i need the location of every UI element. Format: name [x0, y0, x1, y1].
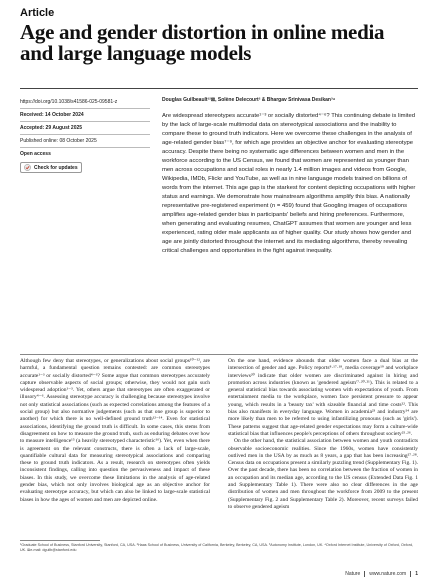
author-list: Douglas Guilbeault¹²⊠, Solène Delecourt² & Bhargav Srinivasa Desikan³⁴ [162, 97, 336, 103]
author-affiliations: ¹Graduate School of Business, Stanford University, Stanford, CA, USA. ²Haas School of Business, University of California, Berkeley, Berkeley, CA, USA. ³Autonomy Institute, London, UK. ⁴Oxford Internet Institute, University of Oxford, Oxford, UK. ⊠e-mail: dguilb@stanford.edu [20, 543, 414, 552]
body-divider [20, 354, 418, 355]
check-for-updates-label: Check for updates [34, 164, 78, 171]
article-type-label: Article [20, 7, 55, 19]
header-divider [20, 88, 418, 89]
crossmark-icon [24, 164, 31, 171]
page-number: 1 [415, 571, 418, 577]
footer-separator [410, 571, 411, 577]
journal-name: Nature [345, 571, 361, 577]
journal-url[interactable]: www.nature.com [369, 571, 407, 577]
page-footer [20, 571, 418, 577]
article-title: Age and gender distortion in online media and large language models [20, 20, 385, 65]
check-for-updates-button[interactable] [20, 162, 82, 173]
article-metadata [20, 96, 150, 173]
doi-link[interactable]: https://doi.org/10.1038/s41586-025-09581-z [20, 96, 150, 109]
received-date: Received: 14 October 2024 [20, 109, 150, 122]
open-access-label: Open access [20, 151, 51, 157]
body-column-right [228, 358, 418, 511]
body-column-left [20, 358, 210, 504]
footnote-divider [20, 540, 100, 541]
body-paragraph: Although few deny that stereotypes, or generalizations about social groups¹⁰⁻¹², are harmful, a fundamental question remains contested: are common stereotypes accurate¹⁻³ or socially distorted⁴⁻⁶? Some argue that common stereotypes accurately capture observable aspects of social groups; otherwise, they would not gain such widespread adoption¹⁻³. Yet, others argue that stereotypes are often exaggerated or illusory⁴⁻⁶. Assessing stereotype accuracy is challenging because stereotypes involve not only statistical associations (such as expected correlations among the features of a social group) but also normative judgements (such as that one group is superior to another) for which there is no well-defined ground truth¹²⁻¹⁴. Even for statistical associations, identifying the ground truth is difficult. In some cases, this stems from disagreement on how to measure the ground truth, such as enduring debates over how to measure intelligence¹⁵ (a heavily stereotyped characteristic¹⁶). Yet, even when there is agreement on the relevant constructs, there is often a lack of large-scale, quantifiable cultural data for measuring stereotypical associations and comparing these to ground truth indicators. As a result, research on stereotypes often yields inconsistent findings, calling into question the pervasiveness and impact of these biases. In this study, we overcome these limitations in the analysis of age-related gender bias, which not only involves biological age as an objective anchor for evaluating stereotype accuracy, but which can also be linked to large-scale statistical biases in how the ages of women and men are depicted online. [20, 358, 210, 503]
footer-separator [364, 571, 365, 577]
published-date: Published online: 08 October 2025 [20, 135, 150, 148]
body-paragraph: On the other hand, the statistical association between women and youth contradicts observable socioeconomic realities. Since the 1960s, women have consistently outlived men in the USA by as much as 8 years, a gap that has been increasing²⁷·²⁸. Census data on occupations present a similarly puzzling trend (Supplementary Fig. 1). Over the past decade, there has been no correlation between the fraction of women in an occupation and its median age, according to the US census (Extended Data Fig. 1 and Supplementary Table 1). There were also no clear differences in the age distribution of women and men throughout the workforce from 2009 to the present (Supplementary Fig. 2 and Supplementary Table 2). Moreover, recent surveys failed to observe gendered ageism [228, 438, 418, 510]
abstract: Are widespread stereotypes accurate¹⁻³ or socially distorted⁴⁻⁶? This continuing debate is limited by the lack of large-scale multimodal data on stereotypical associations and the inability to compare these to ground truth indicators. Here we overcome these challenges in the analysis of age-related gender bias⁷⁻⁹, for which age provides an objective anchor for evaluating stereotype accuracy. Despite there being no systematic age differences between women and men in the workforce according to the US Census, we found that women are represented as younger than men across occupations and social roles in nearly 1.4 million images and videos from Google, Wikipedia, IMDb, Flickr and YouTube, as well as in nine language models trained on billions of words from the internet. This age gap is the starkest for content depicting occupations with higher status and earnings. We demonstrate how mainstream algorithms amplify this bias. A nationally representative pre-registered experiment (n = 459) found that Googling images of occupations amplifies age-related gender bias in participants' beliefs and hiring preferences. Furthermore, when generating and evaluating resumes, ChatGPT assumes that women are younger and less experienced, rating older male applicants as of higher quality. Our study shows how gender and age are jointly distorted throughout the internet and its mediating algorithms, thereby revealing critical challenges and opportunities in the fight against inequality. [162, 113, 416, 254]
accepted-date: Accepted: 29 August 2025 [20, 122, 150, 135]
body-paragraph: On the one hand, evidence abounds that older women face a dual bias at the intersection of gender and age. Policy reports⁸·¹⁷·¹⁸, media coverage¹⁹ and workplace interviews²⁰ indicate that older women are discriminated against in hiring and promotion across industries (known as 'gendered ageism'⁷·²⁰·²¹). This is related to a general statistical bias towards associating women with expectations of youth. From entertainment media to the workplace, women face persistent pressure to appear young, which results in a 'beauty tax' with sizeable financial and time costs²². This bias also manifests in everyday language. Women in academia²³ and industry²⁴ are more likely than men to be referred to using infantilizing pronouns (such as 'girls'). These patterns suggest that age-related gender expectations may form a culture-wide statistical bias that influences people's perceptions of others throughout society²⁵·²⁶. [228, 358, 418, 437]
